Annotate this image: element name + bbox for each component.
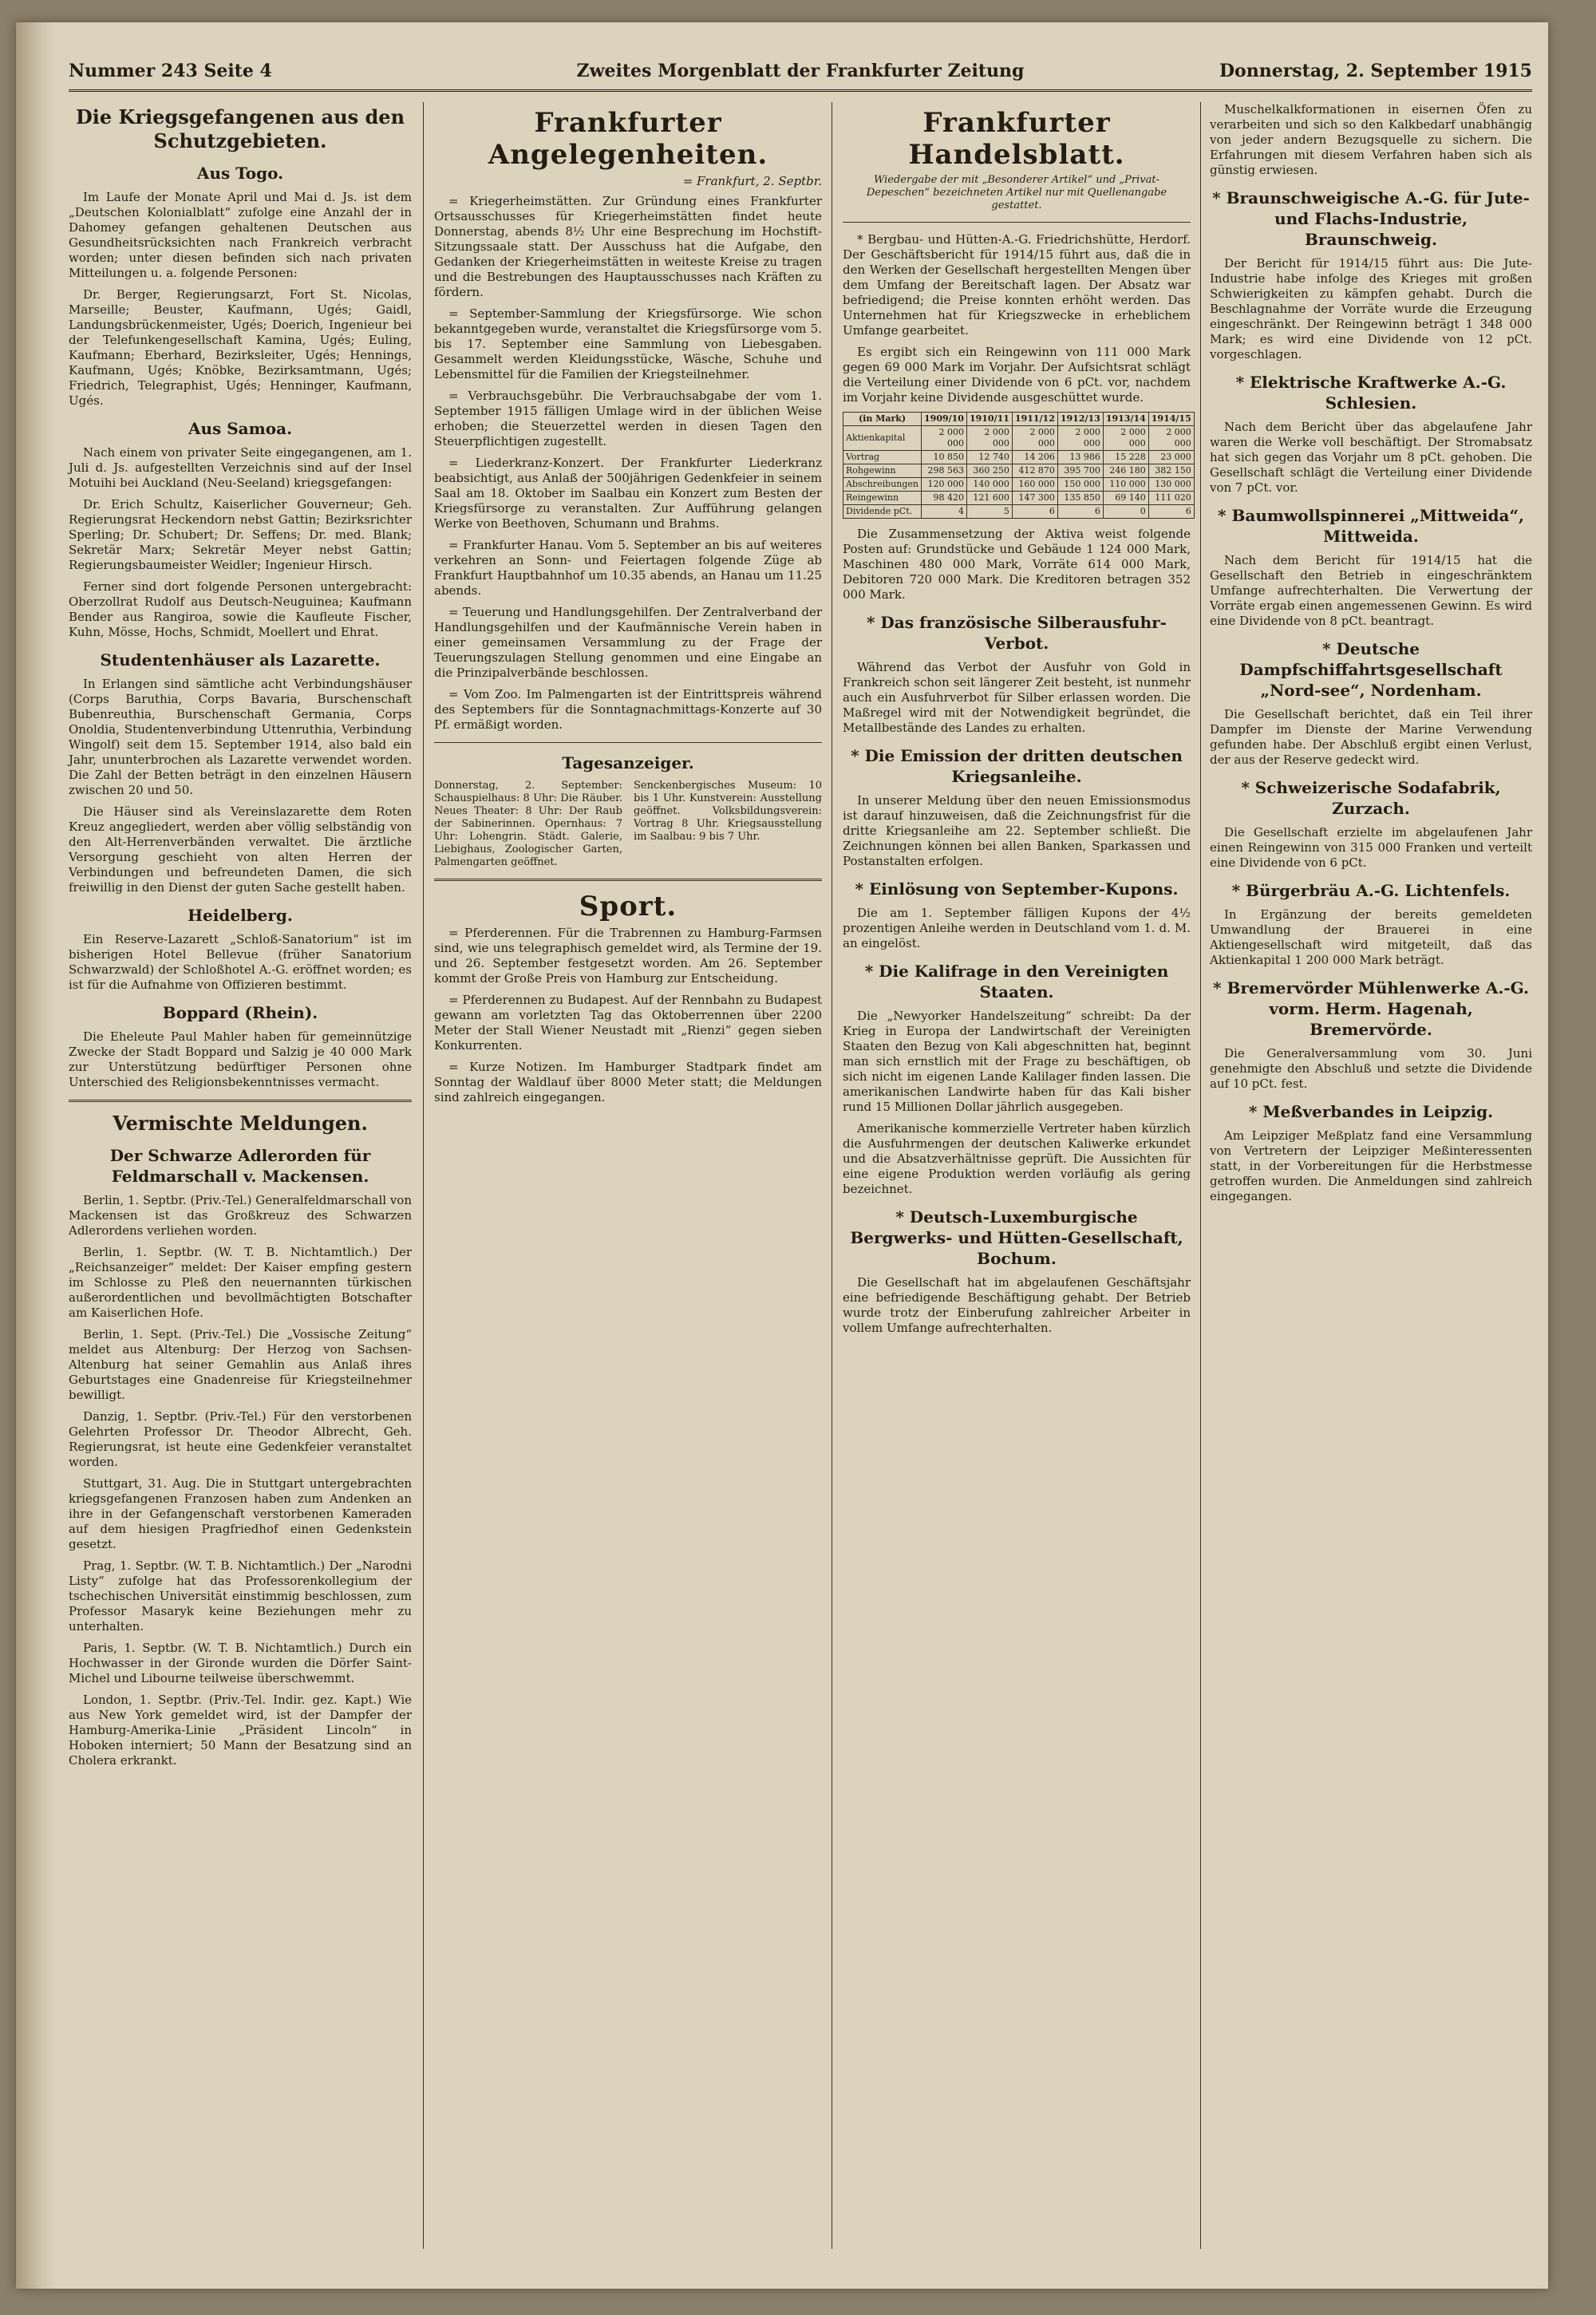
section-heading: * Deutsche Dampfschiffahrtsgesellschaft „Nord-see“, Nordenham. [1239,639,1503,700]
article-paragraph: Während das Verbot der Ausfuhr von Gold in Frankreich schon seit längerer Zeit besteht, ist nunmehr auch ein Ausfuhrverbot für Silber erlassen worden. Die Maßregel wird mit der Notwendigkeit begründet, die Metallbestände des Landes zu erhalten. [843,660,1191,735]
newspaper-page [16,22,1548,2289]
article-heading: Frankfurter Angelegenheiten. [488,107,768,171]
article-paragraph: Die Gesellschaft berichtet, daß ein Teil ihrer Dampfer im Dienste der Marine Verwendung gefunden habe. Der Abschluß ergibt einen Verlust, der aus der Reserve gedeckt wird. [1210,707,1532,767]
article-paragraph: Paris, 1. Septbr. (W. T. B. Nichtamtlich.) Durch ein Hochwasser in der Gironde wurden die Dörfer Saint-Michel und Libourne teilweise überschwemmt. [69,1641,412,1685]
section-heading: * Bremervörder Mühlenwerke A.-G. vorm. Herm. Hagenah, Bremervörde. [1213,978,1529,1039]
article-paragraph: Muschelkalkformationen in eisernen Öfen zu verarbeiten und sich so den Kalkbedarf unabhängig von jeder andern Bezugsquelle zu sichern. Die Erfahrungen mit diesem Verfahren haben sich als günstig erwiesen. [1210,102,1532,177]
table-cell: 147 300 [1012,492,1057,505]
section-heading: * Meßverbandes in Leipzig. [1248,1102,1494,1121]
table-row [843,505,1195,519]
dateline: = Frankfurt, 2. Septbr. [682,174,822,188]
section-divider [434,742,822,743]
table-cell: 4 [922,505,967,519]
section-heading: * Deutsch-Luxemburgische Bergwerks- und Hütten-Gesellschaft, Bochum. [850,1207,1183,1268]
column-3 [843,102,1191,2249]
article-paragraph: = Kriegerheimstätten. Zur Gründung eines Frankfurter Ortsausschusses für Kriegerheimstätten findet heute Donnerstag, abends 8½ Uhr eine Besprechung im Hochstift-Sitzungssaale statt. Der Ausschuss hat die Aufgabe, den Gedanken der Kriegerheimstätten in weiteste Kreise zu tragen und die Bestrebungen des Hauptausschusses nach Kräften zu fördern. [434,194,822,299]
table-cell: 23 000 [1148,451,1194,464]
column-rule [423,102,424,2249]
section-divider [843,222,1191,223]
column-rule [1200,102,1201,2249]
table-cell: 98 420 [922,492,967,505]
article-paragraph: = Pferderennen zu Budapest. Auf der Rennbahn zu Budapest gewann am vorletzten Tag das Oktoberrennen über 2200 Meter der Stall Wiener Neustadt mit „Rienzi“ gegen sieben Konkurrenten. [434,993,822,1053]
section-heading: * Die Emission der dritten deutschen Kriegsanleihe. [851,746,1183,786]
article-paragraph: Berlin, 1. Sept. (Priv.-Tel.) Die „Vossische Zeitung“ meldet aus Altenburg: Der Herzog von Sachsen-Altenburg hat seiner Gemahlin aus Anlaß ihres Geburtstages eine Gnadenreise für Kriegsteilnehmer bewilligt. [69,1327,412,1402]
table-cell: 2 000 000 [1103,426,1148,451]
table-cell: 69 140 [1103,492,1148,505]
article-paragraph: In Ergänzung der bereits gemeldeten Umwandlung der Brauerei in eine Aktiengesellschaft wird mitgeteilt, daß das Aktienkapital 1 200 000 Mark beträgt. [1210,907,1532,967]
table-cell: 2 000 000 [1057,426,1103,451]
masthead [69,54,1532,92]
article-heading: Frankfurter Handelsblatt. [908,107,1125,171]
article-paragraph: Prag, 1. Septbr. (W. T. B. Nichtamtlich.) Der „Narodni Listy“ zufolge hat das Professorenkollegium der tschechischen Universität einstimmig beschlossen, zum Professor Masaryk keine Beziehungen mehr zu unterhalten. [69,1558,412,1634]
article-paragraph: Nach dem Bericht über das abgelaufene Jahr waren die Werke voll beschäftigt. Der Stromabsatz hat sich gegen das Vorjahr um 8 pCt. gehoben. Die Gesellschaft schlägt die Verteilung einer Dividende von 7 pCt. vor. [1210,420,1532,495]
section-heading: * Bürgerbräu A.-G. Lichtenfels. [1231,881,1511,900]
table-cell: Rohgewinn [843,464,922,478]
table-cell: Dividende pCt. [843,505,922,519]
table-row [843,492,1195,505]
table-cell: 395 700 [1057,464,1103,478]
table-cell: 5 [966,505,1012,519]
article-paragraph: = Pferderennen. Für die Trabrennen zu Hamburg-Farmsen sind, wie uns telegraphisch gemeldet wird, als Termine der 19. und 26. September festgesetzt worden. Am 26. September kommt der Große Preis von Hamburg zur Entscheidung. [434,926,822,986]
table-header-cell: 1914/15 [1148,413,1194,426]
table-cell: 298 563 [922,464,967,478]
section-heading: Tagesanzeiger. [562,753,694,772]
table-cell: 130 000 [1148,478,1194,492]
section-heading: * Elektrische Kraftwerke A.-G. Schlesien. [1235,373,1507,413]
table-cell: 120 000 [922,478,967,492]
table-cell: 12 740 [966,451,1012,464]
table-cell: 10 850 [922,451,967,464]
article-paragraph: Nach dem Bericht für 1914/15 hat die Gesellschaft den Betrieb in eingeschränktem Umfange aufrechterhalten. Die Verwertung der Vorräte ergab einen angemessenen Gewinn. Es wird eine Dividende von 8 pCt. beantragt. [1210,553,1532,628]
article-paragraph: Die Generalversammlung vom 30. Juni genehmigte den Abschluß und setzte die Dividende auf 10 pCt. fest. [1210,1046,1532,1091]
table-header-cell: 1911/12 [1012,413,1057,426]
table-header-cell: 1913/14 [1103,413,1148,426]
article-paragraph: In Erlangen sind sämtliche acht Verbindungshäuser (Corps Baruthia, Corps Bavaria, Burschenschaft Bubenreuthia, Burschenschaft Germania, Corps Onoldia, Studentenverbindung Uttenruthia, Verbindung Wingolf) seit dem 15. September 1914, also bald ein Jahr, ununterbrochen als Lazarette verwendet worden. Die Zahl der Betten beträgt in den einzelnen Häusern zwischen 20 und 50. [69,677,412,797]
table-cell: 412 870 [1012,464,1057,478]
table-cell: 360 250 [966,464,1012,478]
table-cell: Aktienkapital [843,426,922,451]
table-cell: 2 000 000 [966,426,1012,451]
section-divider [434,879,822,881]
article-paragraph: Die „Newyorker Handelszeitung“ schreibt: Da der Krieg in Europa der Landwirtschaft der Vereinigten Staaten den Bezug von Kali abgeschnitten hat, beginnt man sich ernstlich mit der Frage zu beschäftigen, ob sich nicht im eigenen Lande Kalilager finden lassen. Die amerikanischen Landwirte haben für das Kali bisher rund 15 Millionen Dollar jährlich ausgegeben. [843,1009,1191,1114]
table-cell: 140 000 [966,478,1012,492]
article-paragraph: Nach einem von privater Seite eingegangenen, am 1. Juli d. Js. aufgestellten Verzeichnis sind auf der Insel Motuihi bei Auckland (Neu-Seeland) kriegsgefangen: [69,445,412,490]
article-paragraph: = Verbrauchsgebühr. Die Verbrauchsabgabe der vom 1. September 1915 fälligen Umlage wird in der üblichen Weise erhoben; die Steuerzettel werden in diesen Tagen den Steuerpflichtigen zugestellt. [434,389,822,448]
section-heading: Aus Togo. [196,164,284,183]
table-cell: 13 986 [1057,451,1103,464]
table-header-cell: 1910/11 [966,413,1012,426]
table-cell: 246 180 [1103,464,1148,478]
column-2 [434,102,822,2249]
paper-title: Zweites Morgenblatt der Frankfurter Zeitung [576,61,1025,81]
table-header-row [843,413,1195,426]
table-cell: 14 206 [1012,451,1057,464]
article-paragraph: Amerikanische kommerzielle Vertreter haben kürzlich die Ausfuhrmengen der deutschen Kaliwerke erkundet und die Absatzverhältnisse geprüft. Die Aussichten für eine eigene Produktion werden vorläufig als gering bezeichnet. [843,1121,1191,1196]
table-cell: 111 020 [1148,492,1194,505]
section-heading: Heidelberg. [188,906,293,925]
article-paragraph: Die Zusammensetzung der Aktiva weist folgende Posten auf: Grundstücke und Gebäude 1 124 000 Mark, Maschinen 480 000 Mark, Vorräte 614 000 Mark, Debitoren 720 000 Mark. Die Kreditoren betragen 352 000 Mark. [843,527,1191,602]
table-cell: 135 850 [1057,492,1103,505]
section-heading: * Braunschweigische A.-G. für Jute- und Flachs-Industrie, Braunschweig. [1212,188,1530,249]
table-cell: 0 [1103,505,1148,519]
article-paragraph: Am Leipziger Meßplatz fand eine Versammlung von Vertretern der Leipziger Meßinteressenten statt, in der Vorbereitungen für die Herbstmesse getroffen wurden. Die Anmeldungen sind zahlreich eingegangen. [1210,1128,1532,1203]
table-cell: 6 [1012,505,1057,519]
article-paragraph: = Frankfurter Hanau. Vom 5. September an bis auf weiteres verkehren an Sonn- und Feiertagen folgende Züge ab Frankfurt Hauptbahnhof um 10.35 abends, an Hanau um 11.25 abends. [434,538,822,598]
article-paragraph: = September-Sammlung der Kriegsfürsorge. Wie schon bekanntgegeben wurde, veranstaltet die Kriegsfürsorge vom 5. bis 17. September eine Sammlung von Liebesgaben. Gesammelt werden Kleidungsstücke, Wäsche, Schuhe und Lebensmittel für die Familien der Kriegsteilnehmer. [434,306,822,381]
article-paragraph: Berlin, 1. Septbr. (W. T. B. Nichtamtlich.) Der „Reichsanzeiger“ meldet: Der Kaiser empfing gestern im Schlosse zu Pleß den neuernannten türkischen außerordentlichen und bevollmächtigten Botschafter am Kaiserlichen Hofe. [69,1245,412,1320]
article-paragraph: Die Gesellschaft erzielte im abgelaufenen Jahr einen Reingewinn von 315 000 Franken und verteilt eine Dividende von 6 pCt. [1210,825,1532,870]
article-paragraph: Dr. Berger, Regierungsarzt, Fort St. Nicolas, Marseille; Beuster, Kaufmann, Ugés; Gaidl, Landungsbrückenmeister, Ugés; Doerich, Ingenieur bei der Telefunkengesellschaft Kamina, Ugés; Euling, Kaufmann; Eberhard, Bezirksleiter, Ugés; Hennings, Kaufmann, Ugés; Knöbke, Bezirksamtmann, Ugés; Friedrich, Telegraphist, Ugés; Henninger, Kaufmann, Ugés. [69,287,412,408]
article-paragraph: = Teuerung und Handlungsgehilfen. Der Zentralverband der Handlungsgehilfen und der Kaufmännische Verein haben in einer gemeinsamen Versammlung zu der Frage der Teuerungszulagen Stellung genommen und eine Eingabe an die Prinzipalverbände beschlossen. [434,605,822,680]
article-heading: Vermischte Meldungen. [113,1112,368,1135]
table-row [843,451,1195,464]
table-cell: 15 228 [1103,451,1148,464]
column-4 [1210,102,1532,2249]
article-heading: Die Kriegsgefangenen aus den Schutzgebieten. [75,105,405,152]
table-cell: 110 000 [1103,478,1148,492]
issue-date: Donnerstag, 2. September 1915 [1219,61,1532,81]
article-paragraph: Ferner sind dort folgende Personen untergebracht: Oberzollrat Rudolf aus Deutsch-Neuguinea; Kaufmann Bender aus Rangiroa, sowie die Kaufleute Fischer, Kuhn, Mösse, Hochs, Schmidt, Moellert und Ehrat. [69,579,412,639]
event-listing-left: Donnerstag, 2. September: Schauspielhaus: 8 Uhr: Die Räuber. Neues Theater: 8 Uhr: Der Raub der Sabinerinnen. Opernhaus: 7 Uhr: Lohengrin. Städt. Galerie, Liebighaus, Zoologischer Garten, Palmengarten geöffnet. [434,780,622,868]
table-cell: 2 000 000 [1148,426,1194,451]
table-header-cell: 1912/13 [1057,413,1103,426]
issue-number: Nummer 243 Seite 4 [69,61,272,81]
article-paragraph: = Vom Zoo. Im Palmengarten ist der Eintrittspreis während des Septembers für die Sonntagnachmittags-Konzerte auf 30 Pf. ermäßigt worden. [434,687,822,732]
page-binding-edge [16,22,56,2289]
table-header-cell: (in Mark) [843,413,922,426]
article-paragraph: Der Bericht für 1914/15 führt aus: Die Jute-Industrie habe infolge des Krieges mit großen Schwierigkeiten zu kämpfen gehabt. Durch die Beschlagnahme der Vorräte wurde die Erzeugung eingeschränkt. Der Reingewinn beträgt 1 348 000 Mark; es wird eine Dividende von 12 pCt. vorgeschlagen. [1210,256,1532,361]
article-paragraph: Stuttgart, 31. Aug. Die in Stuttgart untergebrachten kriegsgefangenen Franzosen haben zum Andenken an ihre in der Gefangenschaft verstorbenen Kameraden auf dem hiesigen Pragfriedhof einen Gedenkstein gesetzt. [69,1476,412,1551]
table-cell: 121 600 [966,492,1012,505]
reprint-note: Wiedergabe der mit „Besonderer Artikel“ und „Privat-Depeschen“ bezeichneten Artikel nur mit Quellenangabe gestattet. [866,174,1167,211]
table-row [843,426,1195,451]
table-header-cell: 1909/10 [922,413,967,426]
article-paragraph: Dr. Erich Schultz, Kaiserlicher Gouverneur; Geh. Regierungsrat Heckendorn nebst Gattin; Bezirksrichter Sperling; Dr. Schubert; Dr. Seffens; Dr. med. Blank; Sekretär Marx; Sekretär Meyer nebst Gattin; Regierungsbaumeister Weidler; Ingenieur Hirsch. [69,497,412,572]
section-heading: * Baumwollspinnerei „Mittweida“, Mittweida. [1218,506,1524,546]
column-1 [69,102,412,2249]
article-paragraph: London, 1. Septbr. (Priv.-Tel. Indir. gez. Kapt.) Wie aus New York gemeldet wird, ist der Dampfer der Hamburg-Amerika-Linie „Präsident Lincoln“ in Hoboken interniert; 50 Mann der Besatzung sind an Cholera erkrankt. [69,1693,412,1768]
section-heading: * Einlösung von September-Kupons. [855,879,1179,899]
article-paragraph: Die Eheleute Paul Mahler haben für gemeinnützige Zwecke der Stadt Boppard und Salzig je 40 000 Mark zur Unterstützung bedürftiger Personen ohne Unterschied des Religionsbekenntnisses vermacht. [69,1029,412,1089]
section-heading: Studentenhäuser als Lazarette. [100,650,381,670]
table-cell: 382 150 [1148,464,1194,478]
article-paragraph: * Bergbau- und Hütten-A.-G. Friedrichshütte, Herdorf. Der Geschäftsbericht für 1914/15 führt aus, daß die in den Werken der Gesellschaft hergestellten Mengen über dem Umfang der Bereitschaft lagen. Der Absatz war befriedigend; die Preise konnten erhöht werden. Das Unternehmen hat für Kriegszwecke in erheblichem Umfange gearbeitet. [843,232,1191,338]
article-heading: Sport. [579,891,678,922]
table-body [843,426,1195,519]
section-heading: Aus Samoa. [188,419,293,438]
section-heading: * Das französische Silberausfuhr-Verbot. [867,613,1167,653]
table-cell: 160 000 [1012,478,1057,492]
table-cell: Abschreibungen [843,478,922,492]
article-paragraph: Es ergibt sich ein Reingewinn von 111 000 Mark gegen 69 000 Mark im Vorjahr. Der Aufsichtsrat schlägt die Verteilung einer Dividende von 6 pCt. vor, nachdem im Vorjahr keine Dividende ausgeschüttet wurde. [843,345,1191,405]
article-paragraph: Die Gesellschaft hat im abgelaufenen Geschäftsjahr eine befriedigende Beschäftigung gehabt. Der Betrieb wurde trotz der Einberufung zahlreicher Arbeiter in vollem Umfange aufrechterhalten. [843,1275,1191,1335]
article-paragraph: Die Häuser sind als Vereinslazarette dem Roten Kreuz angegliedert, werden aber völlig selbständig von den Alt-Herrenverbänden verwaltet. Die ärztliche Versorgung geschieht von alten Herren der Verbindungen und befreundeten Damen, die sich freiwillig in den Dienst der guten Sache gestellt haben. [69,804,412,895]
article-paragraph: = Liederkranz-Konzert. Der Frankfurter Liederkranz beabsichtigt, aus Anlaß der 500jährigen Gedenkfeier in seinem Saal am 18. Oktober im Saalbau ein Konzert zum Besten der Kriegsfürsorge zu veranstalten. Zur Aufführung gelangen Werke von Beethoven, Schumann und Brahms. [434,456,822,531]
article-paragraph: = Kurze Notizen. Im Hamburger Stadtpark findet am Sonntag der Waldlauf über 8000 Meter statt; die Meldungen sind zahlreich eingegangen. [434,1060,822,1104]
table-cell: 6 [1057,505,1103,519]
article-paragraph: Berlin, 1. Septbr. (Priv.-Tel.) Generalfeldmarschall von Mackensen ist das Großkreuz des Schwarzen Adlerordens verliehen worden. [69,1193,412,1238]
section-heading: Der Schwarze Adlerorden für Feldmarschall v. Mackensen. [109,1146,371,1186]
section-heading: * Schweizerische Sodafabrik, Zurzach. [1241,778,1501,818]
table-cell: 6 [1148,505,1194,519]
event-listing-right: Senckenbergisches Museum: 10 bis 1 Uhr. Kunstverein: Ausstellung geöffnet. Volksbildungsverein: Vortrag 8 Uhr. Kriegsausstellung im Saalbau: 9 bis 7 Uhr. [634,780,822,843]
table-row [843,478,1195,492]
section-divider [69,1100,412,1102]
table-cell: 150 000 [1057,478,1103,492]
article-paragraph: Ein Reserve-Lazarett „Schloß-Sanatorium“ ist im bisherigen Hotel Bellevue (früher Sanatorium Schwarzwald) der Schloßhotel A.-G. eröffnet worden; es ist für die Aufnahme von Offizieren bestimmt. [69,932,412,992]
table-cell: Vortrag [843,451,922,464]
table-cell: Reingewinn [843,492,922,505]
article-paragraph: Die am 1. September fälligen Kupons der 4½ prozentigen Anleihe werden in Deutschland vom 1. d. M. an eingelöst. [843,906,1191,950]
financial-table [843,412,1195,519]
table-cell: 2 000 000 [1012,426,1057,451]
article-paragraph: Im Laufe der Monate April und Mai d. Js. ist dem „Deutschen Kolonialblatt“ zufolge eine Anzahl der in Dahomey gefangen gehaltenen Deutschen aus Gesundheitsrücksichten nach Frankreich verbracht worden; unter diesen befinden sich nach privaten Mitteilungen u. a. folgende Personen: [69,190,412,280]
section-heading: * Die Kalifrage in den Vereinigten Staaten. [864,962,1169,1001]
article-paragraph: Danzig, 1. Septbr. (Priv.-Tel.) Für den verstorbenen Gelehrten Professor Dr. Theodor Albrecht, Geh. Regierungsrat, ist heute eine Gedenkfeier veranstaltet worden. [69,1409,412,1469]
table-row [843,464,1195,478]
article-paragraph: In unserer Meldung über den neuen Emissionsmodus ist darauf hinzuweisen, daß die Zeichnungsfrist für die dritte Kriegsanleihe am 22. September schließt. Die Zeichnungen können bei allen Banken, Sparkassen und Postanstalten erfolgen. [843,793,1191,868]
table-cell: 2 000 000 [922,426,967,451]
section-heading: Boppard (Rhein). [162,1003,318,1022]
event-listings [434,780,822,869]
